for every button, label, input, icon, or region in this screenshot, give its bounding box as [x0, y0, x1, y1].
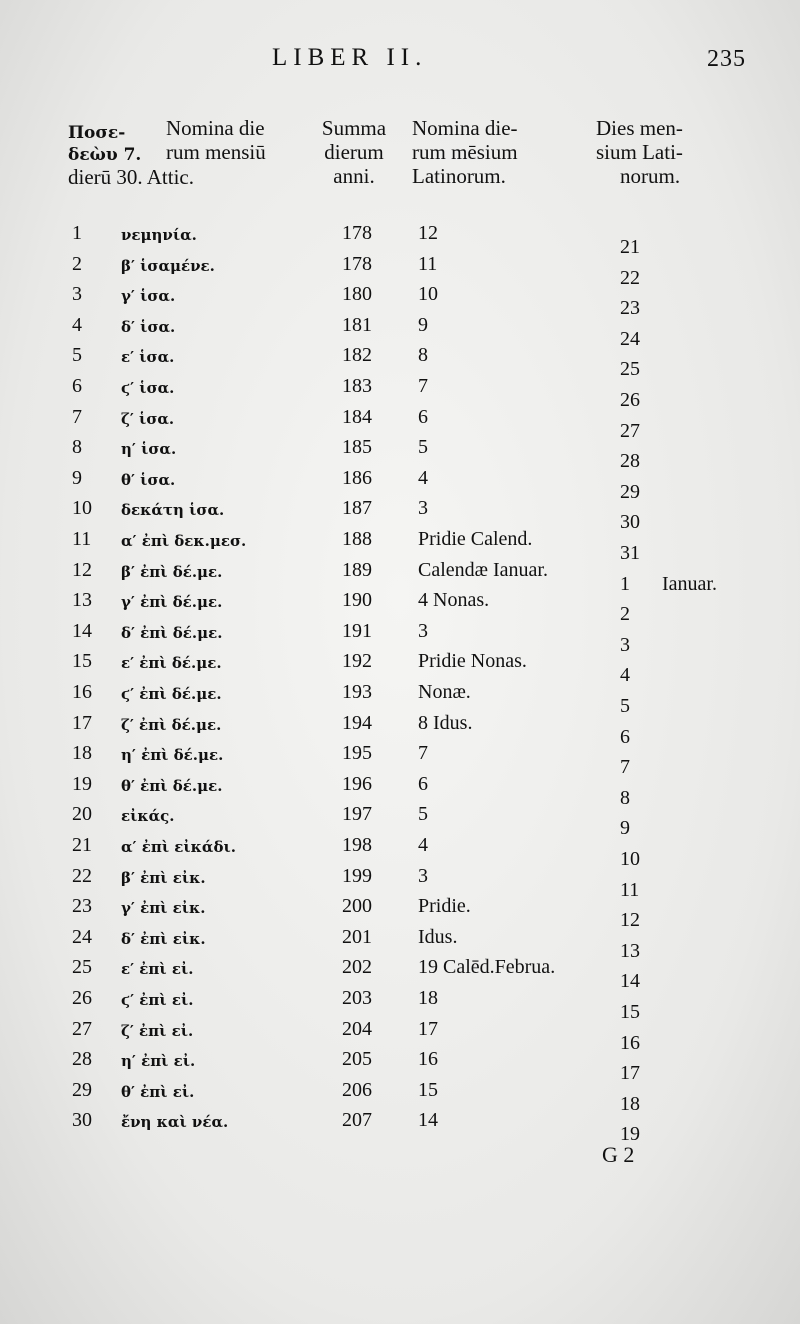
latin-day-number: 13	[620, 939, 640, 962]
row-number: 3	[72, 283, 82, 306]
table-row	[0, 956, 800, 993]
latin-day-number: 17	[620, 1062, 640, 1085]
row-number: 16	[72, 681, 92, 703]
header-line: sium Lati-	[596, 140, 683, 164]
latin-day-number: 19	[620, 1123, 640, 1146]
latin-day-number: 26	[620, 389, 640, 411]
greek-day-name: η′ ἐπὶ δέ.με.	[121, 746, 224, 765]
year-day-sum: 193	[342, 681, 372, 703]
latin-day-name: 17	[418, 1017, 438, 1040]
latin-day-number: 2	[620, 603, 630, 626]
latin-day-number: 29	[620, 480, 640, 503]
header-line: δεὼυ 7.	[68, 145, 142, 165]
greek-day-name: γ′ ἐπὶ εἰκ.	[121, 899, 206, 918]
header-line: Latinorum.	[412, 164, 506, 188]
header-line: Ποσε-	[68, 123, 126, 143]
latin-day-number: 21	[620, 236, 640, 258]
row-number: 8	[72, 436, 82, 459]
row-number: 27	[72, 1017, 92, 1040]
header-line: Dies men-	[596, 116, 683, 140]
row-number: 5	[72, 344, 82, 367]
year-day-sum: 203	[342, 987, 372, 1009]
latin-day-name: Pridie.	[418, 895, 471, 918]
year-day-sum: 189	[342, 558, 372, 581]
header-line: rum mensiū	[166, 140, 266, 164]
year-day-sum: 178	[342, 252, 372, 275]
header-line: Summa	[321, 116, 387, 140]
greek-day-name: δ′ ἐπὶ δέ.με.	[121, 623, 223, 642]
row-number: 21	[72, 834, 92, 856]
latin-day-number: 14	[620, 970, 640, 993]
table-row	[0, 558, 800, 595]
greek-day-name: γ′ ἐπὶ δέ.με.	[121, 593, 223, 612]
greek-day-name: δεκάτη ἱσα.	[121, 501, 225, 520]
greek-day-name: β′ ἐπὶ δέ.με.	[121, 562, 223, 581]
latin-day-name: 4	[418, 834, 428, 856]
year-day-sum: 192	[342, 650, 372, 673]
header-line: Nomina die	[166, 116, 265, 140]
greek-day-name: β′ ἱσαμένε.	[121, 256, 215, 275]
year-day-sum: 186	[342, 466, 372, 489]
greek-day-name: ε′ ἐπὶ δέ.με.	[121, 654, 222, 673]
signature-mark: G 2	[602, 1142, 635, 1167]
year-day-sum: 196	[342, 772, 372, 795]
greek-day-name: η′ ἱσα.	[121, 440, 177, 459]
latin-day-name: 5	[418, 803, 428, 826]
table-row	[0, 405, 800, 442]
greek-day-name: θ′ ἱσα.	[121, 470, 176, 489]
page-number: 235	[707, 46, 746, 72]
year-day-sum: 190	[342, 589, 372, 612]
table-row	[0, 650, 800, 687]
row-number: 23	[72, 895, 92, 918]
latin-month-name: Ianuar.	[662, 572, 717, 595]
year-day-sum: 184	[342, 405, 372, 428]
year-day-sum: 188	[342, 528, 372, 550]
header-line: dierum	[324, 140, 384, 164]
table-row	[0, 497, 800, 534]
latin-day-name: 10	[418, 283, 438, 306]
row-number: 24	[72, 925, 92, 948]
year-day-sum: 187	[342, 497, 372, 520]
latin-day-number: 15	[620, 1001, 640, 1023]
latin-day-name: 16	[418, 1048, 438, 1071]
latin-day-number: 6	[620, 725, 630, 748]
latin-day-number: 16	[620, 1031, 640, 1054]
latin-day-number: 30	[620, 511, 640, 534]
year-day-sum: 185	[342, 436, 372, 459]
greek-day-name: ζ′ ἐπὶ εἰ.	[121, 1021, 194, 1040]
latin-day-number: 4	[620, 664, 630, 687]
greek-day-name: β′ ἐπὶ εἰκ.	[121, 868, 206, 887]
year-day-sum: 183	[342, 375, 372, 397]
latin-day-name: 5	[418, 436, 428, 459]
table-row	[0, 925, 800, 962]
table-row	[0, 589, 800, 626]
latin-day-number: 10	[620, 848, 640, 870]
table-row	[0, 864, 800, 901]
latin-day-name: 3	[418, 497, 428, 520]
row-number: 4	[72, 313, 82, 336]
greek-day-name: θ′ ἐπὶ δέ.με.	[121, 776, 223, 795]
row-number: 20	[72, 803, 92, 826]
table-row	[0, 283, 800, 320]
year-day-sum: 200	[342, 895, 372, 918]
table-row	[0, 466, 800, 503]
latin-day-number: 25	[620, 358, 640, 381]
latin-day-name: 18	[418, 987, 438, 1009]
row-number: 2	[72, 252, 82, 275]
greek-day-name: ἔνη καὶ νέα.	[121, 1113, 229, 1132]
header-line: dierū 30. Attic.	[68, 165, 194, 189]
latin-day-number: 12	[620, 909, 640, 932]
latin-day-name: 11	[418, 252, 438, 275]
latin-day-name: Calendæ Ianuar.	[418, 558, 548, 581]
table-row	[0, 619, 800, 656]
row-number: 9	[72, 466, 82, 489]
latin-day-name: 6	[418, 405, 428, 428]
row-number: 17	[72, 711, 92, 734]
column-header-latin-days	[596, 116, 683, 188]
latin-day-name: 9	[418, 313, 428, 336]
year-day-sum: 180	[342, 283, 372, 306]
header-line: anni.	[333, 164, 375, 188]
year-day-sum: 181	[342, 313, 372, 336]
column-header-month-names	[166, 116, 266, 164]
table-row	[0, 987, 800, 1023]
row-number: 7	[72, 405, 82, 428]
latin-day-number: 8	[620, 786, 630, 809]
latin-day-number: 28	[620, 450, 640, 473]
row-number: 15	[72, 650, 92, 673]
greek-day-name: ε′ ἱσα.	[121, 348, 175, 367]
greek-day-name: α′ ἐπὶ εἰκάδι.	[121, 838, 236, 856]
row-number: 26	[72, 987, 92, 1009]
table-row	[0, 803, 800, 840]
row-number: 13	[72, 589, 92, 612]
latin-day-number: 24	[620, 327, 640, 350]
table-row	[0, 1017, 800, 1054]
latin-day-name: Idus.	[418, 925, 458, 948]
table-row	[0, 313, 800, 350]
year-day-sum: 199	[342, 864, 372, 887]
latin-day-number: 31	[620, 542, 640, 564]
latin-day-number: 1	[620, 572, 630, 595]
latin-day-number: 23	[620, 297, 640, 320]
latin-day-name: 3	[418, 619, 428, 642]
greek-day-name: γ′ ἱσα.	[121, 287, 176, 306]
year-day-sum: 205	[342, 1048, 372, 1071]
row-number: 28	[72, 1048, 92, 1071]
table-row	[0, 834, 800, 870]
greek-day-name: δ′ ἱσα.	[121, 317, 176, 336]
table-row	[0, 528, 800, 564]
row-number: 30	[72, 1109, 92, 1132]
latin-day-number: 22	[620, 266, 640, 289]
latin-day-name: Pridie Nonas.	[418, 650, 527, 673]
latin-day-name: 3	[418, 864, 428, 887]
row-number: 11	[72, 528, 92, 550]
row-number: 6	[72, 375, 82, 397]
year-day-sum: 207	[342, 1109, 372, 1132]
latin-day-name: 6	[418, 772, 428, 795]
year-day-sum: 178	[342, 222, 372, 244]
year-day-sum: 204	[342, 1017, 372, 1040]
greek-day-name: ζ′ ἐπὶ δέ.με.	[121, 715, 222, 734]
latin-day-name: 8	[418, 344, 428, 367]
year-day-sum: 201	[342, 925, 372, 948]
table-row	[0, 222, 800, 258]
latin-day-name: 4 Nonas.	[418, 589, 490, 612]
row-number: 18	[72, 742, 92, 765]
greek-day-name: νεμηνία.	[121, 226, 197, 244]
year-day-sum: 182	[342, 344, 372, 367]
year-day-sum: 198	[342, 834, 372, 856]
latin-day-name: 7	[418, 742, 428, 765]
year-day-sum: 191	[342, 619, 372, 642]
table-row	[0, 344, 800, 381]
greek-day-name: ζ′ ἱσα.	[121, 409, 175, 428]
header-line: norum.	[620, 164, 681, 188]
latin-day-number: 27	[620, 419, 640, 442]
greek-day-name: θ′ ἐπὶ εἰ.	[121, 1082, 195, 1101]
latin-day-name: 19 Calēd.Februa.	[418, 956, 556, 979]
running-header: LIBER II.	[272, 44, 428, 71]
row-number: 1	[72, 222, 82, 244]
latin-day-number: 18	[620, 1092, 640, 1115]
row-number: 12	[72, 558, 92, 581]
latin-day-number: 9	[620, 817, 630, 840]
table-row	[0, 711, 800, 748]
latin-day-name: 7	[418, 375, 428, 397]
table-row	[0, 681, 800, 717]
year-day-sum: 195	[342, 742, 372, 765]
table-row	[0, 895, 800, 932]
table-row	[0, 772, 800, 809]
table-row	[0, 742, 800, 779]
row-number: 14	[72, 619, 92, 642]
year-day-sum: 202	[342, 956, 372, 979]
latin-day-name: 14	[418, 1109, 438, 1132]
header-line: rum mēsium	[412, 140, 518, 164]
header-line: Nomina die-	[412, 116, 518, 140]
greek-day-name: ε′ ἐπὶ εἰ.	[121, 960, 194, 979]
latin-day-name: 12	[418, 222, 438, 244]
year-day-sum: 197	[342, 803, 372, 826]
column-header-latin-months	[412, 116, 518, 188]
row-number: 25	[72, 956, 92, 979]
row-number: 10	[72, 497, 92, 520]
year-day-sum: 206	[342, 1078, 372, 1101]
latin-day-number: 5	[620, 695, 630, 717]
latin-day-name: 4	[418, 466, 428, 489]
column-header-year-sum	[308, 116, 400, 188]
table-row	[0, 1109, 800, 1146]
latin-day-number: 3	[620, 633, 630, 656]
greek-day-name: εἰκάς.	[121, 807, 175, 826]
latin-day-name: 8 Idus.	[418, 711, 473, 734]
greek-day-name: ϛ′ ἐπὶ δέ.με.	[121, 685, 222, 703]
greek-day-name: δ′ ἐπὶ εἰκ.	[121, 929, 206, 948]
greek-day-name: α′ ἐπὶ δεκ.μεσ.	[121, 532, 247, 550]
greek-day-name: ϛ′ ἐπὶ εἰ.	[121, 991, 194, 1009]
latin-day-name: Pridie Calend.	[418, 528, 533, 550]
greek-day-name: ϛ′ ἱσα.	[121, 379, 175, 397]
table-row	[0, 375, 800, 411]
table-row	[0, 1048, 800, 1085]
row-number: 19	[72, 772, 92, 795]
greek-day-name: η′ ἐπὶ εἰ.	[121, 1052, 196, 1071]
table-row	[0, 436, 800, 473]
table-row	[0, 1078, 800, 1115]
latin-day-name: Nonæ.	[418, 681, 471, 703]
year-day-sum: 194	[342, 711, 372, 734]
latin-day-number: 7	[620, 756, 630, 779]
row-number: 29	[72, 1078, 92, 1101]
latin-day-number: 11	[620, 878, 640, 901]
latin-day-name: 15	[418, 1078, 438, 1101]
row-number: 22	[72, 864, 92, 887]
table-row	[0, 252, 800, 289]
